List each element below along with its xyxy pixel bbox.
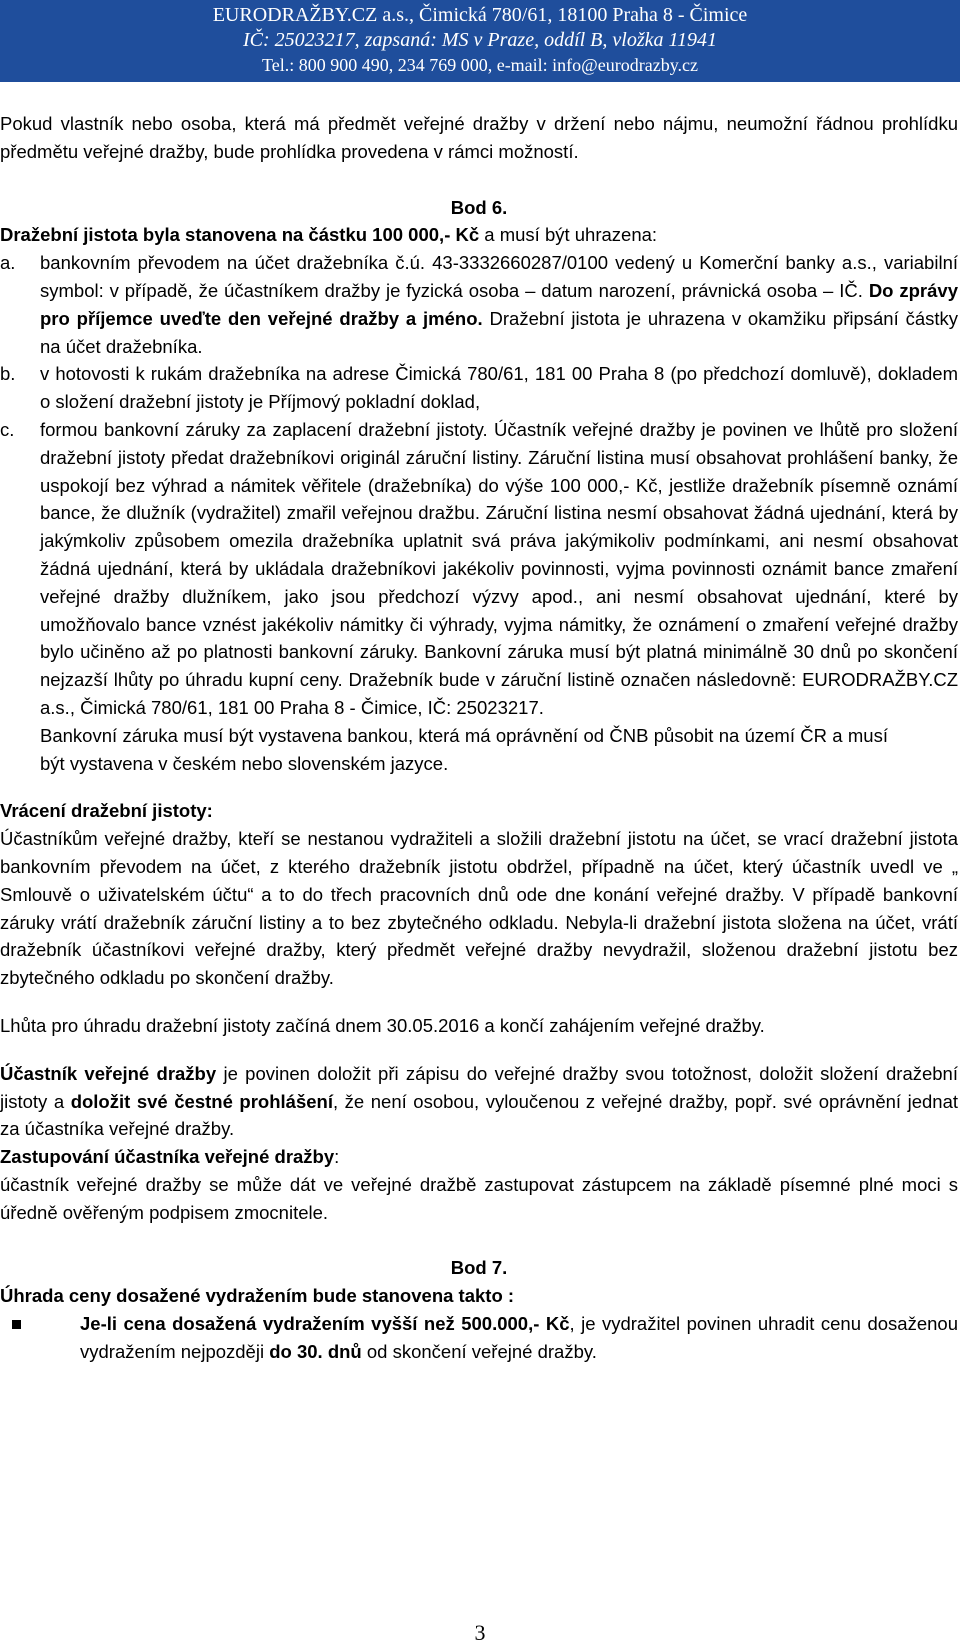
item-a-text2: Dražební jistota je uhrazena v okamžiku připsání částky na účet dražebníka. xyxy=(40,307,959,357)
page-number: 3 xyxy=(474,1620,486,1645)
ucastnik-text2: , že není osobou, vyloučenou z veřejné dražby, popř. své oprávnění jednat za účastníka veřejné dražby. xyxy=(0,1090,959,1140)
ucastnik-bold1: Účastník veřejné dražby xyxy=(0,1062,217,1084)
zastupovani-colon: : xyxy=(334,1146,340,1168)
ucastnik-text1: je povinen doložit při zápisu do veřejné dražby svou totožnost, doložit složení dražební jistoty a xyxy=(0,1062,958,1112)
item-a-bold: Do zprávy pro příjemce uveďte den veřejné dražby a jméno. xyxy=(40,279,959,329)
bod6-item-a xyxy=(0,249,958,360)
letterhead-contact: Tel.: 800 900 490, 234 769 000, e-mail: info@eurodrazby.cz xyxy=(261,55,699,75)
bod6-title: Bod 6. xyxy=(450,196,508,218)
vraceni-paragraph: Účastníkům veřejné dražby, kteří se nestanou vydražiteli a složili dražební jistotu na účet, se vrací dražební jistota bankovním převodem na účet, z kterého dražebník jistotu obdržel, případně na účet, který účastník uvedl ve „ Smlouvě o uživatelském účtu“ a to do třech pracovních dnů ode dne konání veřejné dražby. V případě bankovní záruky vrátí dražebník záruční listiny a to bez zbytečného odkladu. Nebyla-li dražební jistota složena na účet, vrátí dražebník účastníkovi veřejné dražby, který předmět veřejné dražby nevydražil, složenou dražební jistotu bez zbytečného odkladu po skončení dražby. xyxy=(0,828,958,989)
letterhead-company: EURODRAŽBY.CZ a.s., Čimická 780/61, 18100 Praha 8 - Čimice xyxy=(212,4,748,26)
item-c-text: formou bankovní záruky za zaplacení dražební jistoty. Účastník veřejné dražby je povinen ve lhůtě pro složení dražební jistoty předat dražebníkovi originál záruční listiny. Záruční listina musí obsahovat prohlášení banky, že uspokojí bez výhrad a námitek věřitele (dražebníka) do výše 100 000,- Kč, jestliže dražebník písemně oznámí bance, že dlužník (vydražitel) zmařil veřejnou dražbu. Záruční listina nesmí obsahovat žádná ujednání, která by jakýmkoliv způsobem omezila dražebníka uplatnit svá práva jakýmikoliv podmínkami, ani nesmí obsahovat žádná ujednání, která by ukládala dražebníkovi jakékoliv povinnosti, vyjma povinnosti oznámit bance zmaření veřejné dražby dlužníkem, jako jsou předchozí výzvy apod., ani nesmí obsahovat ujednání, které by umožňovalo bance vznést jakékoliv námitky či výhrady, vyjma námitky, že oznámení o zmaření veřejné dražby bylo učiněno až po platnosti bankovní záruky. Bankovní záruka musí být platná minimálně 30 dnů po skončení nejzazší lhůty po úhradu kupní ceny. Dražebník bude v záruční listině označen následovně: EURODRAŽBY.CZ a.s., Čimická 780/61, 181 00 Praha 8 - Čimice, IČ: 25023217. xyxy=(40,418,958,718)
bod7-bullet-item xyxy=(0,1310,958,1366)
ucastnik-paragraph xyxy=(0,1060,958,1143)
item-a-text xyxy=(40,249,958,360)
bullet-text1: , je vydražitel povinen uhradit cenu dosaženou vydražením nejpozději xyxy=(80,1313,958,1362)
item-b-marker: b. xyxy=(0,363,16,385)
item-b-text: v hotovosti k rukám dražebníka na adrese Čimická 780/61, 181 00 Praha 8 (po předchozí domluvě), dokladem o složení dražební jistoty je Příjmový pokladní doklad, xyxy=(40,363,958,413)
ucastnik-bold2: doložit své čestné prohlášení xyxy=(70,1090,333,1112)
bod7-bullet-text xyxy=(80,1310,958,1366)
zastupovani-paragraph: účastník veřejné dražby se může dát ve veřejné dražbě zastupovat zástupcem na základě písemné plné moci s úředně ověřeným podpisem zmocnitele. xyxy=(0,1173,958,1223)
bod6-lead-rest: a musí být uhrazena: xyxy=(479,224,658,246)
bullet-bold2: do 30. dnů xyxy=(269,1340,362,1362)
bod7-title: Bod 7. xyxy=(450,1257,508,1279)
bullet-text2: od skončení veřejné dražby. xyxy=(361,1340,597,1362)
item-c-marker: c. xyxy=(0,418,15,440)
bullet-bold1: Je-li cena dosažená vydražením vyšší než 500.000,- Kč xyxy=(80,1313,570,1335)
bod6-lead xyxy=(0,221,958,249)
item-a-marker: a. xyxy=(0,252,16,274)
bod6-lead-bold: Dražební jistota byla stanovena na částku 100 000,- Kč xyxy=(0,224,480,246)
vraceni-heading: Vrácení dražební jistoty: xyxy=(0,800,213,822)
document-body xyxy=(0,110,958,1366)
bullet-square-icon xyxy=(0,1310,80,1366)
letterhead xyxy=(0,0,960,82)
bod6-item-c xyxy=(0,416,958,722)
letterhead-registration: IČ: 25023217, zapsaná: MS v Praze, oddíl B, vložka 11941 xyxy=(242,29,718,51)
bod7-heading: Úhrada ceny dosažené vydražením bude stanovena takto : xyxy=(0,1285,515,1307)
lhuta-paragraph: Lhůta pro úhradu dražební jistoty začíná dnem 30.05.2016 a končí zahájením veřejné dražby. xyxy=(0,1014,765,1036)
item-a-text1: bankovním převodem na účet dražebníka č.ú. 43-3332660287/0100 vedený u Komerční banky a.s., variabilní symbol: v případě, že účastníkem dražby je fyzická osoba – datum narození, právnická osoba – IČ. xyxy=(40,252,958,301)
zastupovani-heading xyxy=(0,1143,958,1171)
bod6-item-b xyxy=(0,360,958,416)
zastupovani-heading-bold: Zastupování účastníka veřejné dražby xyxy=(0,1146,335,1168)
item-c-text2: Bankovní záruka musí být vystavena bankou, která má oprávnění od ČNB působit na území ČR a musí být vystavena v českém nebo slovenském jazyce. xyxy=(40,724,888,774)
intro-paragraph: Pokud vlastník nebo osoba, která má předmět veřejné dražby v držení nebo nájmu, neumožní řádnou prohlídku předmětu veřejné dražby, bude prohlídka provedena v rámci možností. xyxy=(0,113,958,162)
